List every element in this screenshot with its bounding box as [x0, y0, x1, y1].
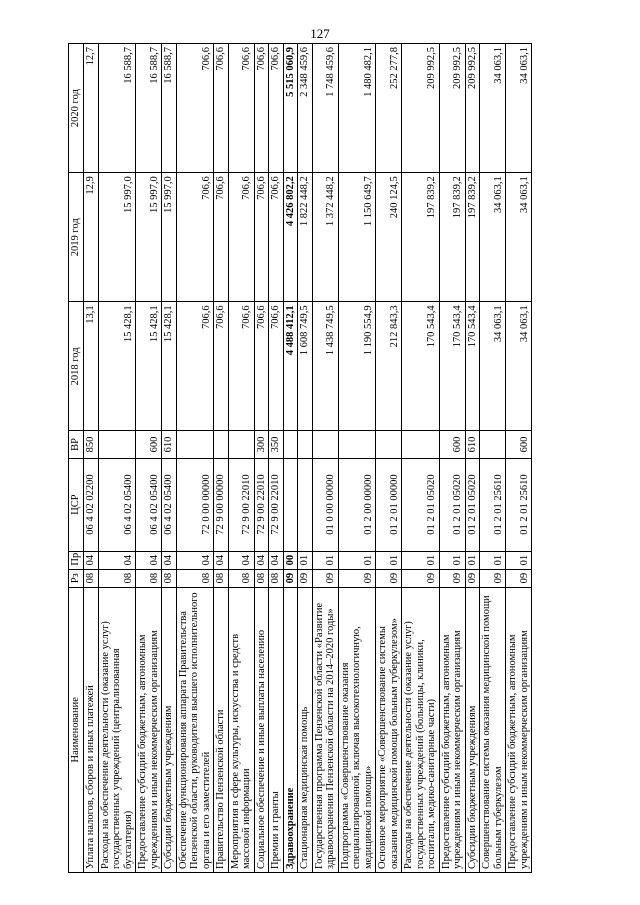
row-csr: 01 2 00 00000: [338, 458, 376, 551]
row-rz: 08: [162, 569, 177, 587]
row-2019: 1 372 448,2: [312, 173, 338, 302]
row-rz: 09: [312, 569, 338, 587]
table-row: [402, 44, 440, 873]
row-name: Стационарная медицинская помощь: [298, 587, 313, 872]
row-pr: 00: [283, 551, 298, 569]
table-row: [214, 44, 229, 873]
table-row: [283, 44, 298, 873]
page-number: 127: [310, 26, 330, 41]
row-name: Социальное обеспечение и иные выплаты населению: [254, 587, 269, 872]
row-2020: 16 588,7: [98, 44, 136, 173]
row-rz: 09: [298, 569, 313, 587]
row-csr: 01 0 00 00000: [312, 458, 338, 551]
row-pr: 04: [84, 551, 99, 569]
row-csr: 01 2 01 25610: [480, 458, 506, 551]
row-csr: 72 9 00 22010: [269, 458, 284, 551]
row-pr: 01: [465, 551, 480, 569]
header-csr: ЦСР: [69, 458, 84, 551]
row-2019: 197 839,2: [439, 173, 465, 302]
row-name: Предоставление субсидий бюджетным, автономным учреждениям и иным некоммерческим организациям: [136, 587, 162, 872]
header-vr: ВР: [69, 431, 84, 458]
row-2019: 706,6: [176, 173, 214, 302]
row-pr: 01: [439, 551, 465, 569]
row-2020: 12,7: [84, 44, 99, 173]
row-rz: 08: [84, 569, 99, 587]
row-2018: 15 428,1: [98, 302, 136, 431]
row-vr: 300: [254, 431, 269, 458]
row-vr: 850: [84, 431, 99, 458]
table-row: [376, 44, 402, 873]
row-name: Расходы на обеспечение деятельности (оказание услуг) государственных учреждений (централизованная бухгалтерия): [98, 587, 136, 872]
table-row: [465, 44, 480, 873]
row-2019: 34 063,1: [506, 173, 532, 302]
row-rz: 09: [283, 569, 298, 587]
row-vr: 600: [439, 431, 465, 458]
table-row: [228, 44, 254, 873]
row-2020: 34 063,1: [480, 44, 506, 173]
table-row: [136, 44, 162, 873]
row-name: Здравоохранение: [283, 587, 298, 872]
row-2019: 197 839,2: [402, 173, 440, 302]
row-2019: 706,6: [214, 173, 229, 302]
row-csr: 06 4 02 05400: [136, 458, 162, 551]
row-name: Обеспечение функционирования аппарата Правительства Пензенской области, руководителя высшего исполнительного органа и его заместителей: [176, 587, 214, 872]
row-2020: 706,6: [176, 44, 214, 173]
row-rz: 09: [338, 569, 376, 587]
row-rz: 08: [269, 569, 284, 587]
row-name: Основное мероприятие «Совершенствование системы оказания медицинской помощи больным туберкулезом»: [376, 587, 402, 872]
row-name: Предоставление субсидий бюджетным, автономным учреждениям и иным некоммерческим организациям: [439, 587, 465, 872]
row-2019: 1 150 649,7: [338, 173, 376, 302]
row-pr: 01: [402, 551, 440, 569]
row-csr: 72 0 00 00000: [176, 458, 214, 551]
row-csr: 06 4 02 05400: [98, 458, 136, 551]
row-2018: 706,6: [176, 302, 214, 431]
row-csr: 06 4 02 02200: [84, 458, 99, 551]
row-2020: 706,6: [228, 44, 254, 173]
row-pr: 04: [228, 551, 254, 569]
row-2019: 706,6: [269, 173, 284, 302]
row-pr: 04: [254, 551, 269, 569]
row-2018: 1 438 749,5: [312, 302, 338, 431]
header-2018: 2018 год: [69, 302, 84, 431]
row-csr: 01 2 01 25610: [506, 458, 532, 551]
row-rz: 09: [465, 569, 480, 587]
budget-table: [68, 43, 532, 873]
row-2018: 1 190 554,9: [338, 302, 376, 431]
row-2020: 209 992,5: [439, 44, 465, 173]
row-pr: 04: [269, 551, 284, 569]
row-vr: [228, 431, 254, 458]
table-row: [439, 44, 465, 873]
row-csr: 72 9 00 22010: [228, 458, 254, 551]
row-name: Совершенствование системы оказания медицинской помощи больным туберкулезом: [480, 587, 506, 872]
row-rz: 09: [506, 569, 532, 587]
row-2019: 197 839,2: [465, 173, 480, 302]
table-row: [506, 44, 532, 873]
row-2020: 34 063,1: [506, 44, 532, 173]
row-name: Предоставление субсидий бюджетным, автономным учреждениям и иным некоммерческим организациям: [506, 587, 532, 872]
row-2019: 240 124,5: [376, 173, 402, 302]
header-rz: Рз: [69, 569, 84, 587]
row-csr: [283, 458, 298, 551]
row-name: Правительство Пензенской области: [214, 587, 229, 872]
row-name: Субсидии бюджетным учреждениям: [465, 587, 480, 872]
row-vr: 600: [506, 431, 532, 458]
row-rz: 08: [254, 569, 269, 587]
row-2019: 12,9: [84, 173, 99, 302]
row-2018: 170 543,4: [402, 302, 440, 431]
row-name: Государственная программа Пензенской области «Развитие здравоохранения Пензенской области на 2014–2020 годы»: [312, 587, 338, 872]
row-2020: 16 588,7: [136, 44, 162, 173]
row-2020: 2 348 459,6: [298, 44, 313, 173]
row-name: Субсидии бюджетным учреждениям: [162, 587, 177, 872]
row-rz: 08: [228, 569, 254, 587]
table-row: [176, 44, 214, 873]
row-2018: 4 488 412,1: [283, 302, 298, 431]
row-rz: 08: [176, 569, 214, 587]
row-csr: 01 2 01 05020: [465, 458, 480, 551]
row-rz: 09: [402, 569, 440, 587]
header-2020: 2020 год: [69, 44, 84, 173]
row-vr: [402, 431, 440, 458]
table-body: [84, 44, 532, 873]
row-2020: 1 748 459,6: [312, 44, 338, 173]
row-name: Мероприятия в сфере культуры, искусства и средств массовой информации: [228, 587, 254, 872]
row-2018: 15 428,1: [136, 302, 162, 431]
row-vr: [338, 431, 376, 458]
row-pr: 04: [98, 551, 136, 569]
row-2018: 170 543,4: [439, 302, 465, 431]
table-row: [480, 44, 506, 873]
row-name: Премии и гранты: [269, 587, 284, 872]
row-pr: 01: [376, 551, 402, 569]
row-pr: 01: [506, 551, 532, 569]
row-2018: 706,6: [254, 302, 269, 431]
row-2020: 209 992,5: [465, 44, 480, 173]
table-row: [298, 44, 313, 873]
row-rz: 08: [214, 569, 229, 587]
row-vr: [312, 431, 338, 458]
row-vr: 600: [136, 431, 162, 458]
row-rz: 09: [376, 569, 402, 587]
row-2020: 706,6: [214, 44, 229, 173]
row-pr: 04: [136, 551, 162, 569]
row-2020: 706,6: [254, 44, 269, 173]
row-vr: 610: [162, 431, 177, 458]
table-row: [254, 44, 269, 873]
row-pr: 01: [338, 551, 376, 569]
row-2020: 252 277,8: [376, 44, 402, 173]
row-vr: 350: [269, 431, 284, 458]
row-vr: [283, 431, 298, 458]
row-csr: 01 2 01 00000: [376, 458, 402, 551]
row-pr: 04: [214, 551, 229, 569]
row-2019: 706,6: [254, 173, 269, 302]
row-vr: [298, 431, 313, 458]
header-2019: 2019 год: [69, 173, 84, 302]
row-2018: 15 428,1: [162, 302, 177, 431]
row-name: Расходы на обеспечение деятельности (оказание услуг) государственных учреждений (больницы, клиники, госпитали, медико-санитарные части): [402, 587, 440, 872]
row-vr: [480, 431, 506, 458]
row-2018: 170 543,4: [465, 302, 480, 431]
budget-table-container: [68, 43, 582, 873]
row-2018: 1 608 749,5: [298, 302, 313, 431]
row-pr: 01: [480, 551, 506, 569]
row-pr: 04: [176, 551, 214, 569]
row-pr: 01: [298, 551, 313, 569]
row-2019: 15 997,0: [98, 173, 136, 302]
row-2019: 15 997,0: [162, 173, 177, 302]
row-rz: 09: [480, 569, 506, 587]
row-csr: 01 2 01 05020: [439, 458, 465, 551]
table-row: [98, 44, 136, 873]
row-name: Подпрограмма «Совершенствование оказания специализированной, включая высокотехнологичную, медицинской помощи»: [338, 587, 376, 872]
row-2020: 706,6: [269, 44, 284, 173]
row-2019: 34 063,1: [480, 173, 506, 302]
row-rz: 08: [98, 569, 136, 587]
row-2018: 34 063,1: [480, 302, 506, 431]
row-vr: [176, 431, 214, 458]
row-name: Уплата налогов, сборов и иных платежей: [84, 587, 99, 872]
row-csr: 72 9 00 22010: [254, 458, 269, 551]
row-2020: 1 480 482,1: [338, 44, 376, 173]
row-2020: 16 588,7: [162, 44, 177, 173]
row-pr: 01: [312, 551, 338, 569]
row-2020: 5 515 060,9: [283, 44, 298, 173]
row-rz: 09: [439, 569, 465, 587]
table-row: [162, 44, 177, 873]
row-2018: 706,6: [214, 302, 229, 431]
row-2019: 1 822 448,2: [298, 173, 313, 302]
row-2018: 706,6: [228, 302, 254, 431]
row-vr: [376, 431, 402, 458]
table-row: [312, 44, 338, 873]
row-2018: 212 843,3: [376, 302, 402, 431]
table-header-row: [69, 44, 84, 873]
row-2019: 15 997,0: [136, 173, 162, 302]
row-vr: [214, 431, 229, 458]
row-csr: [298, 458, 313, 551]
row-2019: 4 426 802,2: [283, 173, 298, 302]
row-rz: 08: [136, 569, 162, 587]
row-2018: 34 063,1: [506, 302, 532, 431]
header-pr: Пр: [69, 551, 84, 569]
row-csr: 06 4 02 05400: [162, 458, 177, 551]
row-csr: 72 9 00 00000: [214, 458, 229, 551]
row-2018: 706,6: [269, 302, 284, 431]
row-2018: 13,1: [84, 302, 99, 431]
row-vr: 610: [465, 431, 480, 458]
row-vr: [98, 431, 136, 458]
row-2020: 209 992,5: [402, 44, 440, 173]
row-csr: 01 2 01 05020: [402, 458, 440, 551]
row-2019: 706,6: [228, 173, 254, 302]
table-row: [338, 44, 376, 873]
row-pr: 04: [162, 551, 177, 569]
table-row: [84, 44, 99, 873]
table-row: [269, 44, 284, 873]
header-name: Наименование: [69, 587, 84, 872]
